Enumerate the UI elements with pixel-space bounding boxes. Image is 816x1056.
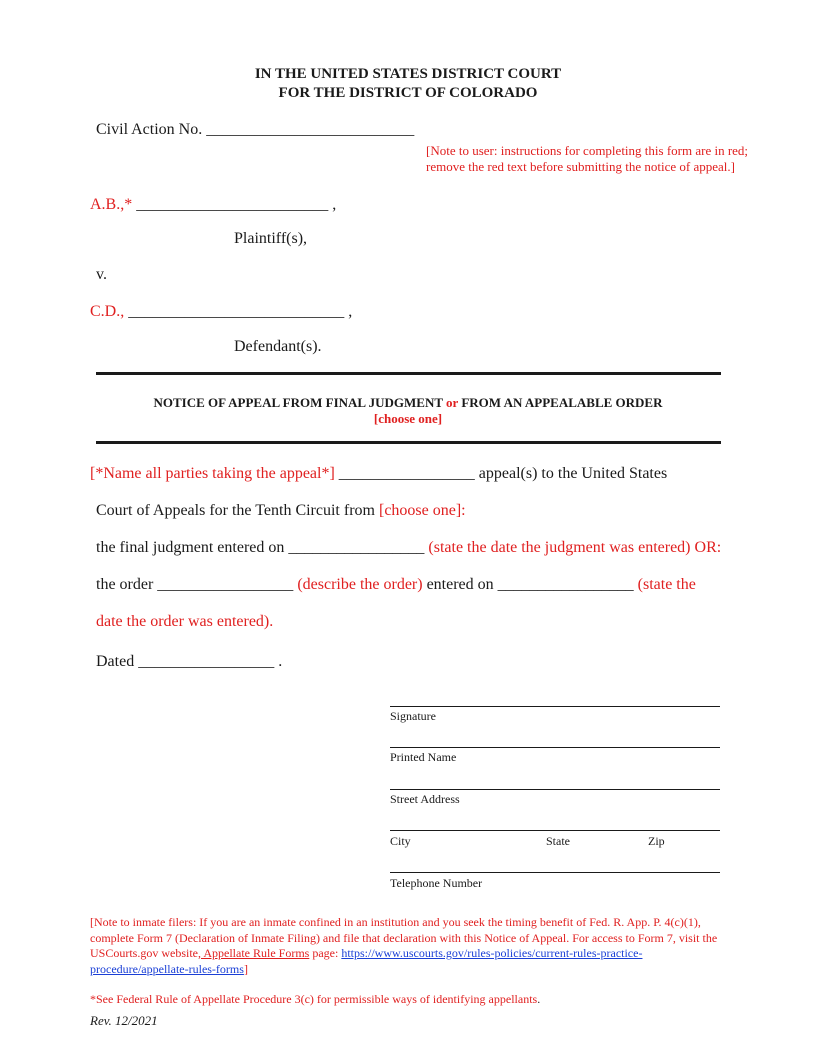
divider-bottom [96, 441, 721, 444]
document-title [0, 395, 816, 411]
signature-line [390, 706, 720, 707]
uscourts-url-link[interactable]: https://www.uscourts.gov/rules-policies/current-rules-practice-procedure/appellate-rules-forms [90, 946, 643, 976]
telephone-line [390, 872, 720, 873]
divider-top [96, 372, 721, 375]
court-of-appeals-text: Court of Appeals for the Tenth Circuit from [96, 502, 379, 519]
state-label: State [546, 834, 570, 848]
order-date-instruction-end: date the order was entered). [96, 613, 274, 630]
title-or: or [446, 395, 459, 410]
final-judgment-text: the final judgment entered on _________________ [96, 539, 429, 556]
plaintiff-role: Plaintiff(s), [234, 230, 308, 247]
revision-date: Rev. 12/2021 [90, 1013, 158, 1028]
body-line-3 [96, 539, 721, 557]
city-state-zip-line [390, 830, 720, 831]
order-date-instruction-start: (state the [637, 576, 696, 593]
instruction-note: [Note to user: instructions for completing this form are in red; remove the red text before submitting the notice of appeal.] [426, 143, 749, 174]
footnote [90, 992, 540, 1007]
defendant-name: C.D., [90, 303, 125, 320]
defendant-role: Defendant(s). [234, 338, 322, 355]
inmate-note-text: [Note to inmate filers: If you are an inmate confined in an institution and you seek the timing benefit of Fed. R. App. P. 4(c)(1), complete Form 7 (Declaration of Inmate Filing) and file that declaration with this Notice of Appeal. For access to Form 7, visit the USCourts.gov website, [90, 915, 718, 960]
plaintiff-name: A.B.,* [90, 196, 133, 213]
dated-line: Dated _________________ . [96, 653, 283, 670]
printed-name-label: Printed Name [390, 750, 457, 764]
versus: v. [96, 266, 107, 283]
describe-order-instruction: (describe the order) [297, 576, 423, 593]
appellate-rule-forms-link[interactable]: Appellate Rule Forms [201, 946, 310, 960]
title-choose-one: [choose one] [373, 411, 443, 426]
title-part2: FROM AN APPEALABLE ORDER [458, 395, 663, 410]
body-line-4 [96, 576, 696, 594]
appeal-text: _________________ appeal(s) to the United States [334, 465, 668, 482]
title-part1: NOTICE OF APPEAL FROM FINAL JUDGMENT [153, 395, 447, 410]
civil-action-number: Civil Action No. __________________________ [96, 121, 415, 138]
plaintiff-line [90, 196, 336, 214]
signature-label: Signature [390, 709, 436, 723]
printed-name-line [390, 747, 720, 748]
footnote-period: . [537, 992, 541, 1006]
inmate-filer-note [90, 915, 740, 977]
appellant-instruction: [*Name all parties taking the appeal*] [90, 465, 335, 482]
entered-on-text: entered on _________________ [422, 576, 638, 593]
judgment-date-instruction: (state the date the judgment was entered) OR: [428, 539, 722, 556]
court-header-line2: FOR THE DISTRICT OF COLORADO [278, 85, 538, 101]
telephone-label: Telephone Number [390, 876, 483, 890]
choose-one-instruction: [choose one]: [378, 502, 466, 519]
defendant-blank: ___________________________ , [124, 303, 353, 320]
court-header-line1: IN THE UNITED STATES DISTRICT COURT [254, 66, 562, 82]
street-address-line [390, 789, 720, 790]
inmate-note-close: ] [243, 961, 248, 976]
zip-label: Zip [648, 834, 665, 848]
defendant-line [90, 303, 352, 321]
inmate-note-page-text: page: [309, 946, 342, 960]
footnote-text: *See Federal Rule of Appellate Procedure 3(c) for permissible ways of identifying appellants [90, 992, 538, 1006]
order-text: the order _________________ [96, 576, 298, 593]
body-line-2 [96, 502, 466, 520]
body-line-1 [90, 465, 667, 483]
city-label: City [390, 834, 411, 848]
street-address-label: Street Address [390, 792, 460, 806]
plaintiff-blank: ________________________ , [132, 196, 337, 213]
